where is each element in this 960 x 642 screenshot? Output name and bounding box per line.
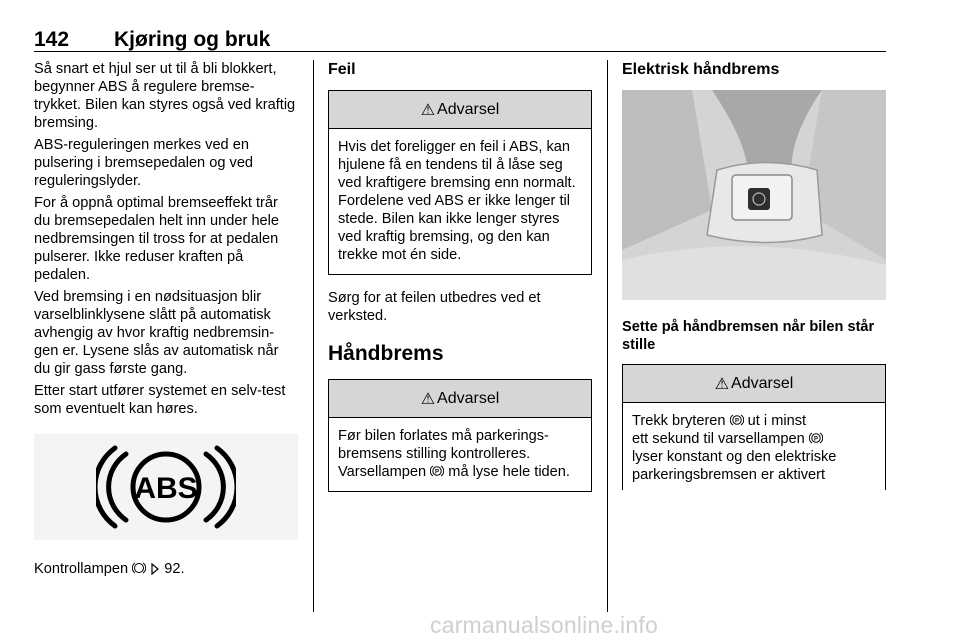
header-rule [34, 51, 886, 52]
parking-brake-switch-photo [622, 90, 886, 300]
warning-box [328, 90, 592, 275]
column-right [622, 60, 886, 490]
warning-header [329, 380, 591, 418]
paragraph: Sørg for at feilen utbedres ved et verksted. [328, 290, 541, 324]
page-ref-arrow-icon [150, 563, 160, 575]
warning-text-part: parkeringsbremsen er aktivert [632, 467, 826, 483]
paragraph: For å oppnå optimal bremseeffekt trår du bremsepedalen helt inn under hele nedbremsingen til tross for at pedalen pulserer. Ikke reduser kraften på pedalen. [34, 195, 280, 283]
warning-text [329, 418, 591, 491]
warning-header [329, 91, 591, 129]
paragraph: Etter start utfører systemet en selv-test som eventuelt kan høres. [34, 383, 286, 417]
warning-text [623, 403, 885, 490]
svg-text:P: P [435, 469, 440, 476]
warning-title: Advarsel [437, 100, 500, 118]
page-header [34, 26, 886, 52]
warning-header [623, 365, 885, 403]
warning-text-part: ett sekund til varsellampen [632, 431, 805, 447]
warning-text-part: Før bilen forlates må parkerings-bremsens stilling kontrolleres. Varsellampen [338, 428, 549, 480]
warning-triangle-icon: ⚠ [420, 101, 436, 119]
warning-title: Advarsel [731, 374, 794, 392]
section-heading-feil: Feil [328, 61, 356, 78]
column-left [34, 60, 298, 578]
section-heading-electric-brake: Elektrisk håndbrems [622, 61, 780, 78]
abs-figure-label: ABS [134, 472, 198, 505]
console-illustration [622, 90, 886, 300]
warning-text-part: ut i minst [747, 413, 807, 429]
warning-text: Hvis det foreligger en feil i ABS, kan hjulene få en tendens til å låse seg ved kraftigere bremsing enn normalt. Fordelene ved ABS er ikke lenger til stede. Bilen kan ikke lenger styres ved kraftig bremsing, og den kan trekke mot én side. [338, 139, 576, 263]
column-divider [607, 60, 608, 612]
reference-text: Kontrollampen [34, 561, 129, 577]
warning-triangle-icon: ⚠ [714, 375, 730, 393]
warning-box [622, 364, 886, 490]
subheading-apply-brake: Sette på håndbremsen når bilen står stille [622, 319, 875, 353]
paragraph: ABS-reguleringen merkes ved en pulsering i bremsepedalen og ved reguleringslyder. [34, 137, 254, 189]
page-number: 142 [34, 28, 70, 51]
warning-title: Advarsel [437, 389, 500, 407]
warning-text-part: Trekk bryteren [632, 413, 726, 429]
reference-page[interactable]: 92. [164, 561, 185, 577]
paragraph: Så snart et hjul ser ut til å bli blokkert, begynner ABS å regulere bremse-trykket. Bilen kan styres også ved kraftig bremsing. [34, 61, 296, 131]
column-middle [328, 60, 592, 492]
warning-box [328, 379, 592, 492]
parking-brake-icon [809, 431, 823, 445]
reference-line [34, 560, 298, 578]
abs-small-icon [132, 561, 146, 575]
parking-brake-icon [730, 413, 744, 427]
warning-text-part: lyser konstant og den elektriske [632, 449, 837, 465]
abs-warning-figure [34, 434, 298, 540]
parking-brake-icon [430, 464, 444, 478]
abs-warning-icon [96, 444, 236, 530]
column-divider [313, 60, 314, 612]
section-heading-handbrems: Håndbrems [328, 342, 444, 365]
svg-text:P: P [734, 418, 739, 425]
svg-text:P: P [813, 436, 818, 443]
watermark: carmanualsonline.info [430, 612, 658, 638]
paragraph: Ved bremsing i en nødsituasjon blir varselblinklysene slått på automatisk avhengig av hvor kraftig nedbremsin-gen er. Lysene slås av automatisk når du gir gass første gang. [34, 289, 279, 377]
warning-text-part: må lyse hele tiden. [448, 464, 570, 480]
chapter-title: Kjøring og bruk [114, 28, 271, 51]
warning-triangle-icon: ⚠ [420, 390, 436, 408]
